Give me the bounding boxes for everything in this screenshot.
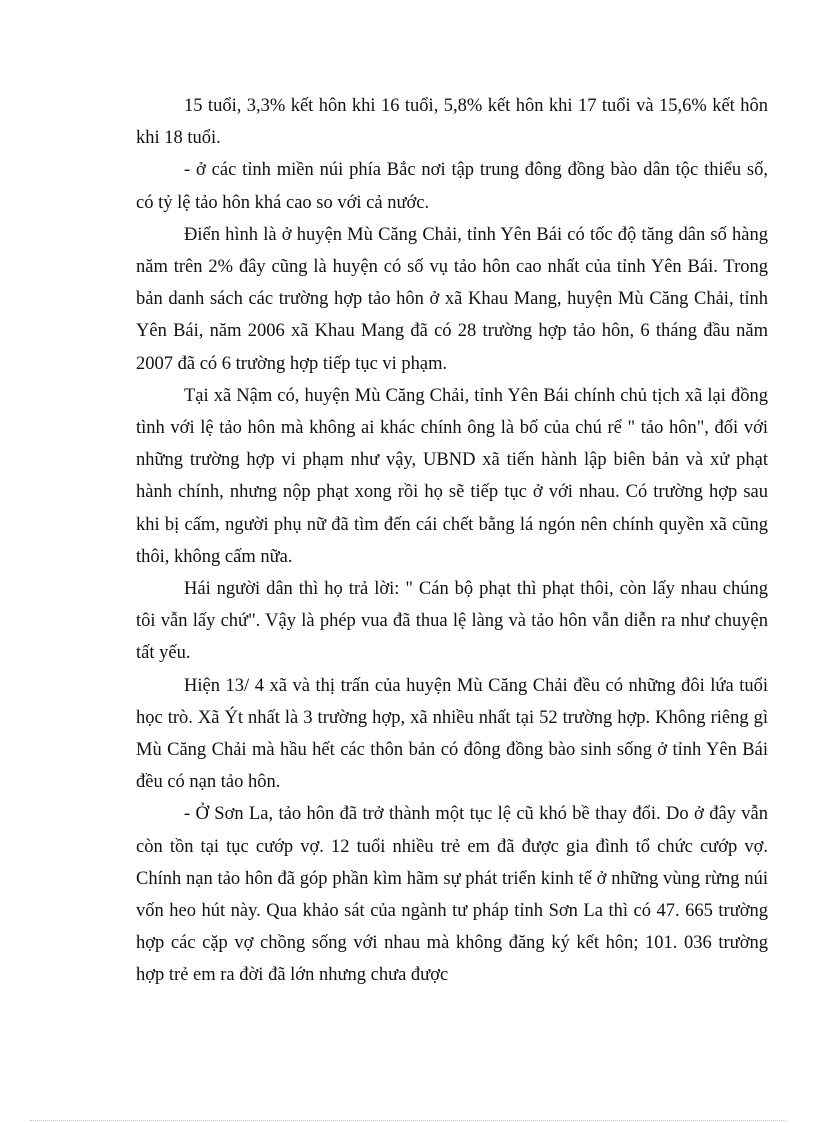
paragraph-5: Hái người dân thì họ trả lời: " Cán bộ phạt thì phạt thôi, còn lấy nhau chúng tôi vẫn lấy chứ". Vậy là phép vua đã thua lệ làng và tảo hôn vẫn diễn ra như chuyện tất yếu. [136,579,768,664]
paragraph-7: - Ở Sơn La, tảo hôn đã trở thành một tục lệ cũ khó bề thay đổi. Do ở đây vẫn còn tồn tại tục cướp vợ. 12 tuổi nhiều trẻ em đã được gia đình tổ chức cướp vợ. Chính nạn tảo hôn đã góp phần kìm hãm sự phát triển kinh tế ở những vùng rừng núi vốn heo hút này. Qua khảo sát của ngành tư pháp tỉnh Sơn La thì có 47. 665 trường hợp các cặp vợ chồng sống với nhau mà không đăng ký kết hôn; 101. 036 trường hợp trẻ em ra đời đã lớn nhưng chưa được [136,804,768,986]
paragraph-2: - ở các tỉnh miền núi phía Bắc nơi tập trung đông đồng bào dân tộc thiểu số, có tỷ lệ tảo hôn khá cao so với cả nước. [136,160,768,213]
paragraph-4: Tại xã Nậm có, huyện Mù Căng Chải, tỉnh Yên Bái chính chủ tịch xã lại đồng tình với lệ tảo hôn mà không ai khác chính ông là bố của chú rể " tảo hôn", đối với những trường hợp vi phạm như vậy, UBND xã tiến hành lập biên bản và xử phạt hành chính, nhưng nộp phạt xong rồi họ sẽ tiếp tục ở với nhau. Có trường hợp sau khi bị cấm, người phụ nữ đã tìm đến cái chết bằng lá ngón nên chính quyền xã cũng thôi, không cấm nữa. [136,385,768,567]
page-bottom-divider [30,1120,786,1121]
paragraph-1: 15 tuổi, 3,3% kết hôn khi 16 tuổi, 5,8% kết hôn khi 17 tuổi và 15,6% kết hôn khi 18 tuổi. [136,96,768,149]
paragraph-6: Hiện 13/ 4 xã và thị trấn của huyện Mù Căng Chải đều có những đôi lứa tuổi học trò. Xã Ýt nhất là 3 trường hợp, xã nhiều nhất tại 52 trường hợp. Không riêng gì Mù Căng Chải mà hầu hết các thôn bản có đông đồng bào sinh sống ở tỉnh Yên Bái đều có nạn tảo hôn. [136,675,768,793]
document-body [136,90,768,992]
paragraph-3: Điển hình là ở huyện Mù Căng Chải, tỉnh Yên Bái có tốc độ tăng dân số hàng năm trên 2% đây cũng là huyện có số vụ tảo hôn cao nhất của tỉnh Yên Bái. Trong bản danh sách các trường hợp tảo hôn ở xã Khau Mang, huyện Mù Căng Chải, tỉnh Yên Bái, năm 2006 xã Khau Mang đã có 28 trường hợp tảo hôn, 6 tháng đầu năm 2007 đã có 6 trường hợp tiếp tục vi phạm. [136,224,768,374]
